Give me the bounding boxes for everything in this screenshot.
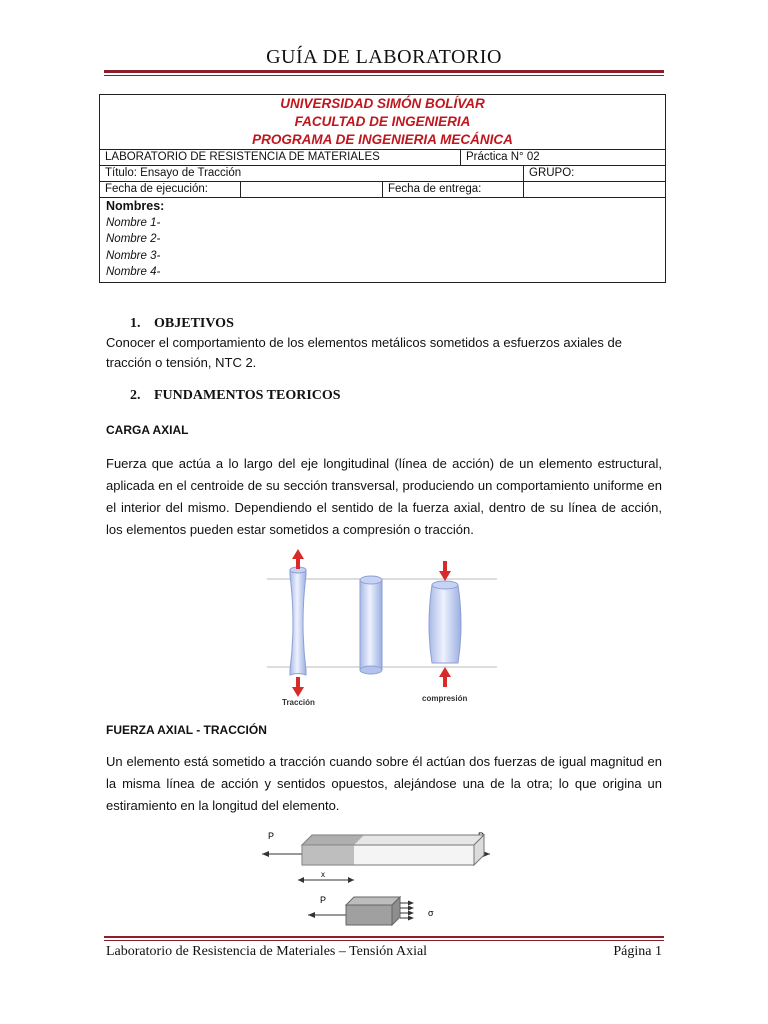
delivery-date-value	[523, 182, 665, 197]
name-4: Nombre 4-	[106, 266, 161, 278]
header-rule	[104, 70, 664, 73]
practice-title: Título: Ensayo de Tracción	[105, 167, 242, 179]
traction-label: Tracción	[282, 698, 315, 707]
axial-load-figure	[262, 545, 502, 710]
section-1-number: 1.	[130, 316, 141, 331]
dimension-arrow-left	[298, 877, 304, 883]
section-2-title: FUNDAMENTOS TEORICOS	[154, 388, 341, 403]
dimension-label: x	[321, 870, 325, 879]
info-box	[99, 94, 666, 283]
arrow-up-icon	[439, 667, 451, 687]
header-rule-thin	[104, 75, 664, 76]
dates-row	[100, 181, 665, 197]
bar-shaded-section	[302, 845, 354, 865]
objectives-text: Conocer el comportamiento de los elementos metálicos sometidos a esfuerzos axiales de tracción o tensión, NTC 2.	[106, 335, 622, 370]
section-2-number: 2.	[130, 388, 141, 403]
traccion-text: Un elemento está sometido a tracción cuando sobre él actúan dos fuerzas de igual magnitud en la misma línea de acción y sentidos opuestos, alejándose una de la otra; lo que origina un estiramiento en la longitud del elemento.	[106, 754, 662, 813]
names-divider	[100, 197, 665, 198]
names-header: Nombres:	[106, 199, 165, 213]
footer-rule-thin	[104, 940, 664, 941]
arrow-down-icon	[439, 561, 451, 581]
sigma-label: σ	[428, 908, 434, 918]
compression-label: compresión	[422, 694, 468, 703]
title-row	[100, 165, 665, 181]
page-header-title: GUÍA DE LABORATORIO	[266, 46, 502, 68]
carga-axial-heading: CARGA AXIAL	[106, 423, 189, 437]
section-1-heading	[130, 314, 686, 334]
section-1-title: OBJETIVOS	[154, 316, 234, 331]
block-front-face	[346, 905, 392, 925]
delivery-date-label: Fecha de entrega:	[382, 182, 523, 197]
neutral-cylinder-top	[360, 576, 382, 584]
practice-number: Práctica N° 02	[460, 150, 665, 165]
arrow-up-icon	[292, 549, 304, 569]
neutral-cylinder	[360, 580, 382, 670]
traccion-heading: FUERZA AXIAL - TRACCIÓN	[106, 723, 267, 737]
lab-name: LABORATORIO DE RESISTENCIA DE MATERIALES	[105, 151, 380, 163]
university-name: UNIVERSIDAD SIMÓN BOLÍVAR	[280, 96, 485, 111]
exec-date-value	[240, 182, 382, 197]
arrow-left-icon	[262, 851, 269, 857]
bar-shaded-top	[302, 835, 364, 845]
stress-arrows	[400, 903, 412, 918]
program-name: PROGRAMA DE INGENIERIA MECÁNICA	[252, 132, 513, 147]
traction-specimen	[290, 570, 306, 675]
traction-bar-figure	[258, 825, 498, 930]
neutral-cylinder-bottom	[360, 666, 382, 674]
force-label-bottom: P	[320, 895, 327, 905]
carga-axial-text: Fuerza que actúa a lo largo del eje longitudinal (línea de acción) de un elemento estructural, aplicada en el centroide de su sección transversal, produciendo un comportamiento uniforme en el interior del mismo. Dependiendo el sentido de la fuerza axial, dentro de su línea de acción, los elementos pueden estar sometidos a compresión o tracción.	[106, 456, 662, 537]
exec-date-label: Fecha de ejecución:	[105, 183, 208, 195]
page-number: Página 1	[613, 944, 662, 959]
footer-title: Laboratorio de Resistencia de Materiales – Tensión Axial	[106, 944, 428, 959]
name-3: Nombre 3-	[106, 249, 161, 262]
compression-specimen-top	[432, 581, 458, 589]
group-field: GRUPO:	[523, 166, 665, 181]
footer-rule	[104, 936, 664, 938]
name-2: Nombre 2-	[106, 233, 161, 245]
arrow-down-icon	[292, 677, 304, 697]
faculty-name: FACULTAD DE INGENIERIA	[294, 114, 471, 129]
block-top-face	[346, 897, 400, 905]
force-label-left: P	[268, 831, 275, 841]
compression-specimen	[429, 585, 461, 663]
page-footer	[106, 944, 662, 960]
names-block	[106, 198, 164, 281]
lab-row	[100, 149, 665, 165]
dimension-arrow-right	[348, 877, 354, 883]
section-2-heading	[130, 386, 686, 406]
arrow-left-icon	[308, 912, 315, 918]
name-1: Nombre 1-	[106, 216, 161, 229]
